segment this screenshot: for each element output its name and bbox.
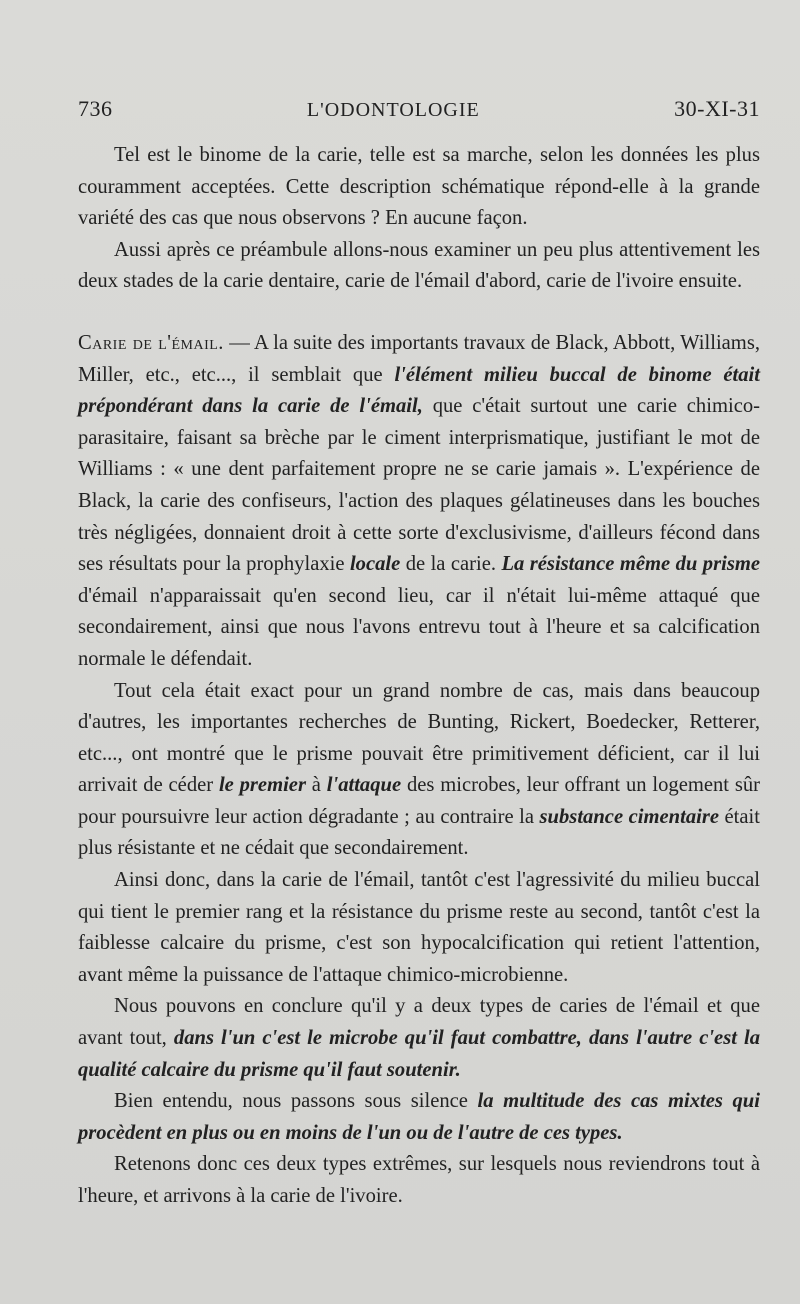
page-number: 736 — [78, 96, 113, 121]
italic-span: La résistance même du prisme — [501, 553, 761, 576]
running-head — [78, 96, 760, 130]
italic-span: dans l'un c'est le microbe qu'il faut combattre, dans l'autre c'est la qualité calcaire du prisme qu'il faut soutenir. — [78, 1027, 760, 1081]
paragraph-ainsi-donc: Ainsi donc, dans la carie de l'émail, tantôt c'est l'agressivité du milieu buccal qui tient le premier rang et la résistance du prisme reste au second, tantôt c'est la faiblesse calcaire du prisme, c'est son hypocalcification qui retient l'attention, avant même la puissance de l'attaque chimico-microbienne. — [78, 869, 760, 986]
paragraph-tout-cela — [78, 676, 760, 866]
text-span: de la carie. — [400, 553, 502, 576]
paragraph-binome: Tel est le binome de la carie, telle est sa marche, selon les données les plus couramment acceptées. Cette description schématique répond-elle à la grande variété des cas que nous observons ? En aucune façon. — [78, 144, 760, 230]
paragraph-conclusion — [78, 991, 760, 1086]
paragraph-retenons: Retenons donc ces deux types extrêmes, sur lesquels nous reviendrons tout à l'heure, et arrivons à la carie de l'ivoire. — [78, 1153, 760, 1207]
text-span: — A la suite des importants travaux de Black, Abbott, Williams, Miller, etc., etc..., il semblait que — [78, 331, 760, 386]
text-span: Nous pouvons en conclure qu'il y a deux types de caries de l'émail et que avant tout, — [78, 995, 760, 1050]
text-span: des microbes, leur offrant un logement sûr pour poursuivre leur action dégradante ; au contraire la — [78, 774, 761, 828]
text-span: Tout cela était exact pour un grand nombre de cas, mais dans beaucoup d'autres, les importantes recherches de Bunting, Rickert, Boedecker, Retterer, etc..., ont montré que le prisme pouvait être primitivement déficient, car il lui arrivait de céder — [78, 679, 760, 797]
paragraph-carie-email — [78, 328, 760, 676]
journal-title: L'ODONTOLOGIE — [306, 99, 480, 121]
text-span: à — [305, 774, 327, 797]
body-text — [78, 140, 760, 1213]
italic-span: la multitude des cas mixtes qui procèdent en plus ou en moins de l'un ou de l'autre de ces types. — [78, 1090, 760, 1144]
italic-span: substance cimentaire — [539, 805, 719, 828]
italic-span: le premier — [218, 774, 306, 797]
italic-span: l'élément milieu buccal de binome était prépondérant dans la carie de l'émail, — [78, 363, 760, 418]
section-heading-carie-email: Carie de l'émail. — [78, 331, 224, 354]
text-span: que c'était surtout une carie chimico-parasitaire, faisant sa brèche par le ciment interprismatique, justifiant le mot de Williams : « une dent parfaitement propre ne se carie jamais ». L'expérience de Black, la carie des confiseurs, l'action des plaques gélatineuses dans les bouches très négligées, donnaient droit à cette sorte d'exclusivisme, d'ailleurs fécond dans ses résultats pour la prophylaxie — [78, 395, 760, 576]
text-span: d'émail n'apparaissait qu'en second lieu, car il n'était lui-même attaqué que secondairement, ainsi que nous l'avons entrevu tout à l'heure et sa calcification normale le défendait. — [78, 584, 760, 670]
issue-date: 30-XI-31 — [674, 96, 760, 121]
text-span: Bien entendu, nous passons sous silence — [114, 1090, 478, 1113]
italic-span: l'attaque — [326, 774, 402, 797]
italic-span: locale — [349, 553, 401, 576]
paragraph-preambule: Aussi après ce préambule allons-nous examiner un peu plus attentivement les deux stades de la carie dentaire, carie de l'émail d'abord, carie de l'ivoire ensuite. — [78, 238, 760, 293]
text-span: était plus résistante et ne cédait que secondairement. — [78, 805, 760, 860]
paragraph-cas-mixtes — [78, 1086, 760, 1149]
